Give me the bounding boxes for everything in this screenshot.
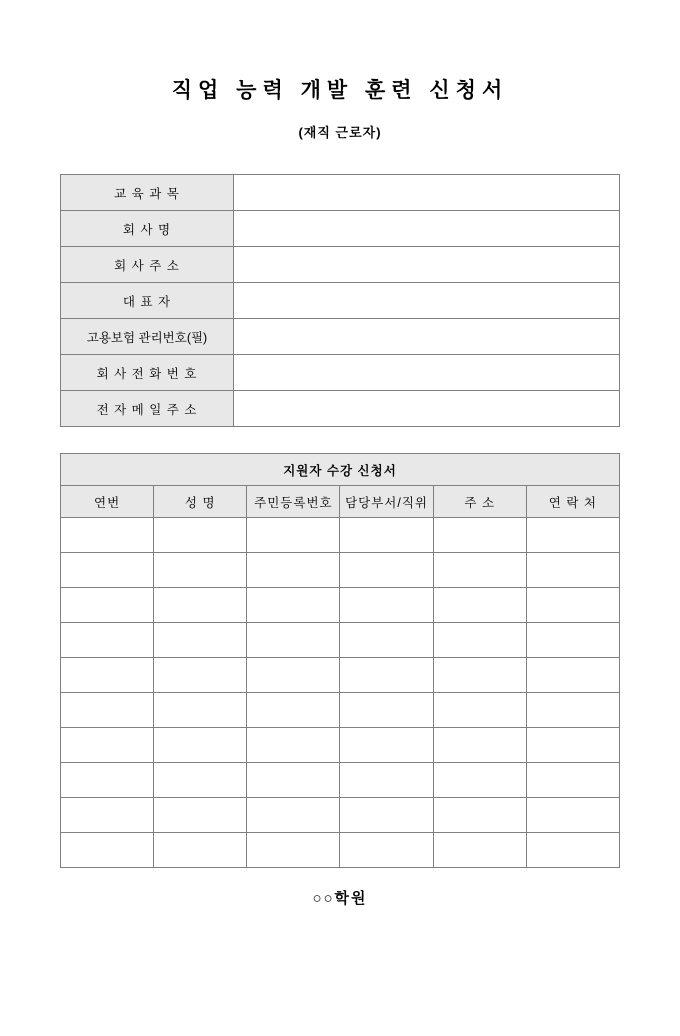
cell-no[interactable]	[61, 588, 154, 623]
table-row	[61, 728, 620, 763]
field-value-insurance-number[interactable]	[234, 319, 620, 355]
cell-name[interactable]	[154, 798, 247, 833]
cell-name[interactable]	[154, 588, 247, 623]
field-label-company-phone: 회 사 전 화 번 호	[61, 355, 234, 391]
field-label-email: 전 자 메 일 주 소	[61, 391, 234, 427]
applicant-section-title: 지원자 수강 신청서	[61, 454, 620, 486]
table-row	[61, 798, 620, 833]
cell-address[interactable]	[433, 833, 526, 868]
field-value-company-address[interactable]	[234, 247, 620, 283]
cell-contact[interactable]	[526, 728, 619, 763]
field-label-company-address: 회 사 주 소	[61, 247, 234, 283]
table-row	[61, 588, 620, 623]
cell-address[interactable]	[433, 518, 526, 553]
cell-contact[interactable]	[526, 693, 619, 728]
cell-department[interactable]	[340, 553, 433, 588]
cell-rrn[interactable]	[247, 623, 340, 658]
cell-address[interactable]	[433, 763, 526, 798]
cell-name[interactable]	[154, 553, 247, 588]
cell-no[interactable]	[61, 518, 154, 553]
cell-name[interactable]	[154, 728, 247, 763]
cell-address[interactable]	[433, 658, 526, 693]
cell-department[interactable]	[340, 518, 433, 553]
cell-address[interactable]	[433, 588, 526, 623]
cell-department[interactable]	[340, 693, 433, 728]
column-header-address: 주 소	[433, 486, 526, 518]
cell-name[interactable]	[154, 623, 247, 658]
cell-name[interactable]	[154, 763, 247, 798]
applicant-column-header-row	[61, 486, 620, 518]
field-value-representative[interactable]	[234, 283, 620, 319]
field-label-company-name: 회 사 명	[61, 211, 234, 247]
column-header-no: 연번	[61, 486, 154, 518]
field-label-insurance-number: 고용보험 관리번호(필)	[61, 319, 234, 355]
field-value-company-name[interactable]	[234, 211, 620, 247]
applicant-list-table	[60, 453, 620, 868]
cell-no[interactable]	[61, 623, 154, 658]
field-label-representative: 대 표 자	[61, 283, 234, 319]
field-value-email[interactable]	[234, 391, 620, 427]
cell-contact[interactable]	[526, 623, 619, 658]
column-header-name: 성 명	[154, 486, 247, 518]
cell-rrn[interactable]	[247, 763, 340, 798]
cell-name[interactable]	[154, 833, 247, 868]
applicant-section-header-row	[61, 454, 620, 486]
cell-address[interactable]	[433, 693, 526, 728]
cell-address[interactable]	[433, 553, 526, 588]
cell-rrn[interactable]	[247, 553, 340, 588]
table-row	[61, 623, 620, 658]
cell-department[interactable]	[340, 763, 433, 798]
table-row	[61, 247, 620, 283]
cell-department[interactable]	[340, 658, 433, 693]
table-row	[61, 658, 620, 693]
cell-contact[interactable]	[526, 763, 619, 798]
column-header-contact: 연 락 처	[526, 486, 619, 518]
cell-contact[interactable]	[526, 588, 619, 623]
document-page	[0, 74, 680, 1036]
cell-department[interactable]	[340, 728, 433, 763]
cell-rrn[interactable]	[247, 693, 340, 728]
table-row	[61, 391, 620, 427]
footer-organization: ○○학원	[312, 890, 368, 907]
cell-address[interactable]	[433, 728, 526, 763]
table-row	[61, 175, 620, 211]
table-row	[61, 319, 620, 355]
cell-no[interactable]	[61, 553, 154, 588]
table-row	[61, 283, 620, 319]
table-row	[61, 553, 620, 588]
cell-contact[interactable]	[526, 833, 619, 868]
table-row	[61, 763, 620, 798]
field-value-company-phone[interactable]	[234, 355, 620, 391]
cell-contact[interactable]	[526, 658, 619, 693]
column-header-department: 담당부서/직위	[340, 486, 433, 518]
cell-no[interactable]	[61, 658, 154, 693]
cell-name[interactable]	[154, 518, 247, 553]
cell-no[interactable]	[61, 693, 154, 728]
table-row	[61, 693, 620, 728]
cell-no[interactable]	[61, 728, 154, 763]
cell-rrn[interactable]	[247, 833, 340, 868]
table-row	[61, 518, 620, 553]
cell-department[interactable]	[340, 833, 433, 868]
cell-contact[interactable]	[526, 553, 619, 588]
page-subtitle: (재직 근로자)	[298, 125, 382, 140]
cell-department[interactable]	[340, 798, 433, 833]
cell-address[interactable]	[433, 798, 526, 833]
cell-name[interactable]	[154, 693, 247, 728]
table-row	[61, 211, 620, 247]
cell-no[interactable]	[61, 833, 154, 868]
cell-rrn[interactable]	[247, 798, 340, 833]
cell-no[interactable]	[61, 763, 154, 798]
cell-rrn[interactable]	[247, 658, 340, 693]
cell-name[interactable]	[154, 658, 247, 693]
cell-no[interactable]	[61, 798, 154, 833]
column-header-rrn: 주민등록번호	[247, 486, 340, 518]
cell-contact[interactable]	[526, 798, 619, 833]
field-label-course: 교 육 과 목	[61, 175, 234, 211]
cell-department[interactable]	[340, 623, 433, 658]
field-value-course[interactable]	[234, 175, 620, 211]
table-row	[61, 833, 620, 868]
cell-rrn[interactable]	[247, 728, 340, 763]
cell-rrn[interactable]	[247, 518, 340, 553]
table-row	[61, 355, 620, 391]
cell-department[interactable]	[340, 588, 433, 623]
cell-contact[interactable]	[526, 518, 619, 553]
cell-address[interactable]	[433, 623, 526, 658]
cell-rrn[interactable]	[247, 588, 340, 623]
company-info-table	[60, 174, 620, 427]
page-title: 직업 능력 개발 훈련 신청서	[171, 79, 509, 102]
